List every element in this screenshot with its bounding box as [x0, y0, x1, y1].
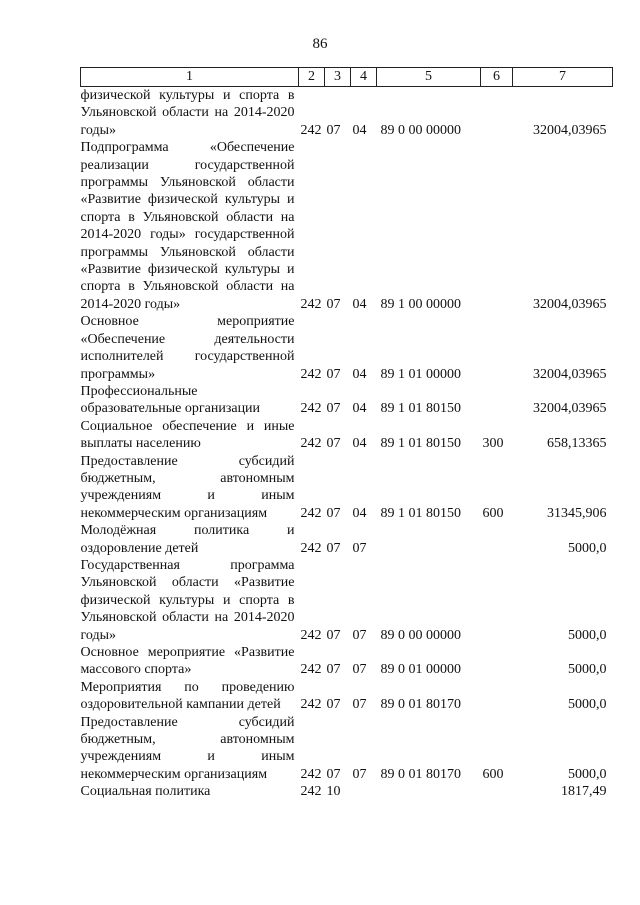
row-name: Предоставление субсидий бюджетным, автономным учреждениям и иным некоммерческим организациям: [80, 714, 295, 782]
table-row: [81, 383, 613, 418]
row-amount: 32004,03965: [533, 122, 607, 138]
row-subsection-code: 04: [352, 122, 367, 138]
row-expense-type: [481, 557, 513, 644]
row-expense-type: [481, 87, 513, 140]
row-section-code: 07: [326, 366, 341, 382]
row-target-article: [377, 783, 481, 800]
row-amount: 5000,0: [568, 540, 607, 556]
row-name: Основное мероприятие «Развитие массового спорта»: [80, 645, 295, 678]
row-name: Социальное обеспечение и иные выплаты населению: [80, 418, 295, 452]
row-amount: 5000,0: [568, 662, 607, 678]
column-header-3: 3: [325, 68, 351, 87]
row-amount: 1817,49: [561, 784, 607, 800]
row-amount: 31345,906: [547, 505, 607, 521]
column-header-6: 6: [481, 68, 513, 87]
row-subsection-code: 04: [352, 366, 367, 382]
row-expense-type: [481, 522, 513, 557]
row-expense-type: [481, 644, 513, 679]
row-target-article: 89 1 01 80150: [380, 401, 461, 417]
row-admin-code: 242: [300, 401, 322, 417]
column-header-5: 5: [377, 68, 481, 87]
row-amount: 32004,03965: [533, 366, 607, 382]
column-header-1: 1: [81, 68, 299, 87]
row-target-article: 89 0 01 80170: [380, 766, 461, 782]
row-section-code: 07: [326, 505, 341, 521]
row-section-code: 07: [326, 766, 341, 782]
row-admin-code: 242: [300, 697, 322, 713]
table-row: [81, 313, 613, 383]
row-admin-code: 242: [300, 627, 322, 643]
row-expense-type: [481, 679, 513, 714]
row-subsection-code: 07: [352, 627, 367, 643]
row-expense-type: [481, 139, 513, 313]
row-target-article: 89 0 01 00000: [380, 662, 461, 678]
table-row: [81, 679, 613, 714]
row-name: Предоставление субсидий бюджетным, автономным учреждениям и иным некоммерческим организациям: [80, 453, 295, 521]
table-row: [81, 418, 613, 453]
column-header-7: 7: [513, 68, 613, 87]
row-amount: 32004,03965: [533, 296, 607, 312]
row-section-code: 07: [326, 401, 341, 417]
row-subsection-code: 07: [352, 766, 367, 782]
row-expense-type: [481, 783, 513, 800]
row-name: Профессиональные образовательные организации: [80, 383, 261, 417]
row-name: Социальная политика: [80, 784, 211, 800]
row-section-code: 10: [326, 784, 341, 800]
row-admin-code: 242: [300, 296, 322, 312]
column-header-2: 2: [299, 68, 325, 87]
row-amount: 658,13365: [547, 436, 607, 452]
table-row: [81, 644, 613, 679]
row-subsection-code: 04: [352, 401, 367, 417]
row-admin-code: 242: [300, 122, 322, 138]
row-name: Основное мероприятие «Обеспечение деятельности исполнителей государственной программы»: [80, 314, 295, 382]
row-expense-type: [481, 313, 513, 383]
row-target-article: 89 1 00 00000: [380, 296, 461, 312]
row-admin-code: 242: [300, 436, 322, 452]
row-subsection-code: 07: [352, 662, 367, 678]
table-row: [81, 453, 613, 523]
row-admin-code: 242: [300, 366, 322, 382]
table-header-row: [81, 68, 613, 87]
row-admin-code: 242: [300, 662, 322, 678]
table-row: [81, 522, 613, 557]
row-section-code: 07: [326, 436, 341, 452]
row-target-article: 89 0 00 00000: [380, 627, 461, 643]
row-amount: 5000,0: [568, 697, 607, 713]
row-target-article: 89 0 00 00000: [380, 122, 461, 138]
row-expense-type: 600: [482, 766, 504, 782]
row-name: Подпрограмма «Обеспечение реализации государственной программы Ульяновской области «Развитие физической культуры и спорта в Ульяновской области на 2014-2020 годы» государственной программы Ульяновской области «Развитие физической культуры и спорта в Ульяновской области на 2014-2020 годы»: [80, 140, 295, 312]
row-amount: 5000,0: [568, 627, 607, 643]
row-section-code: 07: [326, 122, 341, 138]
row-target-article: [377, 522, 481, 557]
row-amount: 5000,0: [568, 766, 607, 782]
row-expense-type: [481, 383, 513, 418]
row-subsection-code: 04: [352, 296, 367, 312]
row-section-code: 07: [326, 662, 341, 678]
row-target-article: 89 0 01 80170: [380, 697, 461, 713]
row-expense-type: 300: [482, 436, 504, 452]
budget-table: [80, 67, 613, 801]
row-name: физической культуры и спорта в Ульяновской области на 2014-2020 годы»: [80, 88, 295, 138]
row-admin-code: 242: [300, 540, 322, 556]
row-subsection-code: [351, 783, 377, 800]
row-name: Государственная программа Ульяновской области «Развитие физической культуры и спорта в Ульяновской области на 2014-2020 годы»: [80, 557, 295, 643]
table-row: [81, 557, 613, 644]
table-row: [81, 783, 613, 800]
row-target-article: 89 1 01 80150: [380, 505, 461, 521]
row-subsection-code: 07: [352, 697, 367, 713]
row-subsection-code: 04: [352, 436, 367, 452]
row-section-code: 07: [326, 697, 341, 713]
row-section-code: 07: [326, 296, 341, 312]
row-admin-code: 242: [300, 505, 322, 521]
row-amount: 32004,03965: [533, 401, 607, 417]
row-target-article: 89 1 01 80150: [380, 436, 461, 452]
table-row: [81, 139, 613, 313]
row-name: Мероприятия по проведению оздоровительной кампании детей: [80, 679, 295, 713]
row-name: Молодёжная политика и оздоровление детей: [80, 523, 295, 556]
row-expense-type: 600: [482, 505, 504, 521]
row-subsection-code: 04: [352, 505, 367, 521]
table-row: [81, 87, 613, 140]
row-section-code: 07: [326, 540, 341, 556]
row-subsection-code: 07: [352, 540, 367, 556]
table-row: [81, 714, 613, 784]
row-target-article: 89 1 01 00000: [380, 366, 461, 382]
row-section-code: 07: [326, 627, 341, 643]
row-admin-code: 242: [300, 784, 322, 800]
column-header-4: 4: [351, 68, 377, 87]
page-number: 86: [312, 36, 328, 52]
row-admin-code: 242: [300, 766, 322, 782]
